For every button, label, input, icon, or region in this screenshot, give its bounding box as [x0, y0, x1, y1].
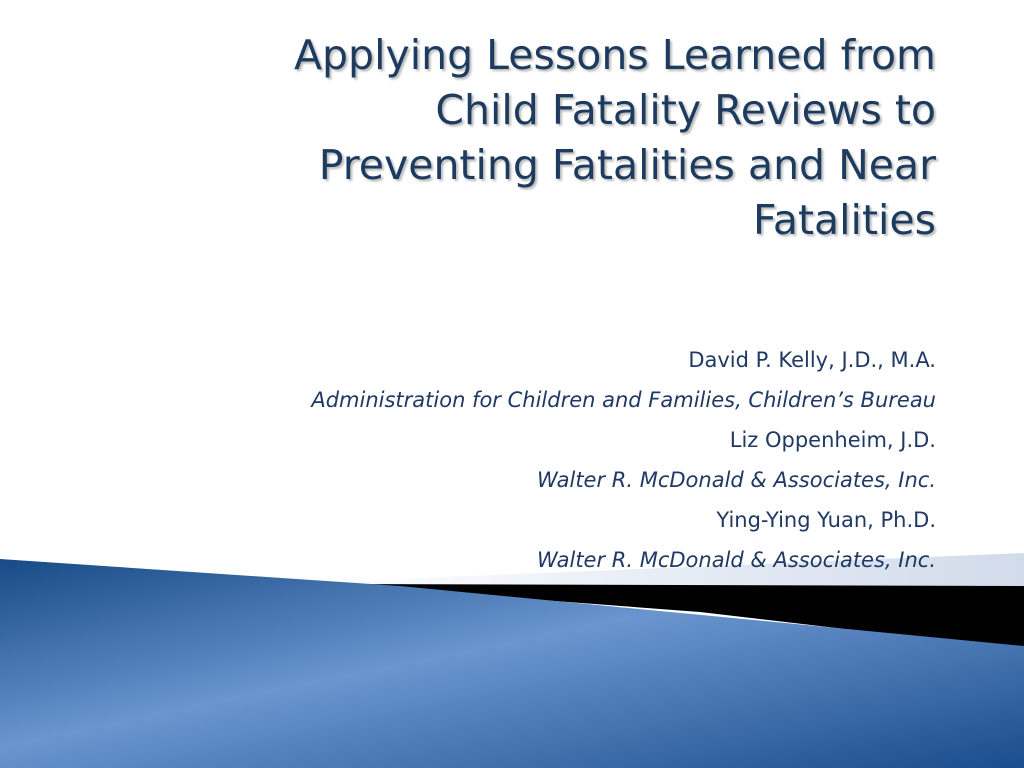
author-affiliation: Walter R. McDonald & Associates, Inc.	[537, 468, 936, 492]
author-affiliation: Administration for Children and Families, Children’s Bureau	[311, 388, 936, 412]
title-line: Fatalities	[753, 196, 936, 244]
title-line: Preventing Fatalities and Near	[318, 141, 936, 189]
author-name: David P. Kelly, J.D., M.A.	[688, 348, 936, 372]
title-line: Child Fatality Reviews to	[435, 86, 936, 134]
title-line: Applying Lessons Learned from	[293, 31, 936, 79]
author-affiliation: Walter R. McDonald & Associates, Inc.	[537, 548, 936, 572]
author-name: Ying-Ying Yuan, Ph.D.	[716, 508, 936, 532]
author-list	[36, 340, 936, 580]
author-name: Liz Oppenheim, J.D.	[729, 428, 936, 452]
